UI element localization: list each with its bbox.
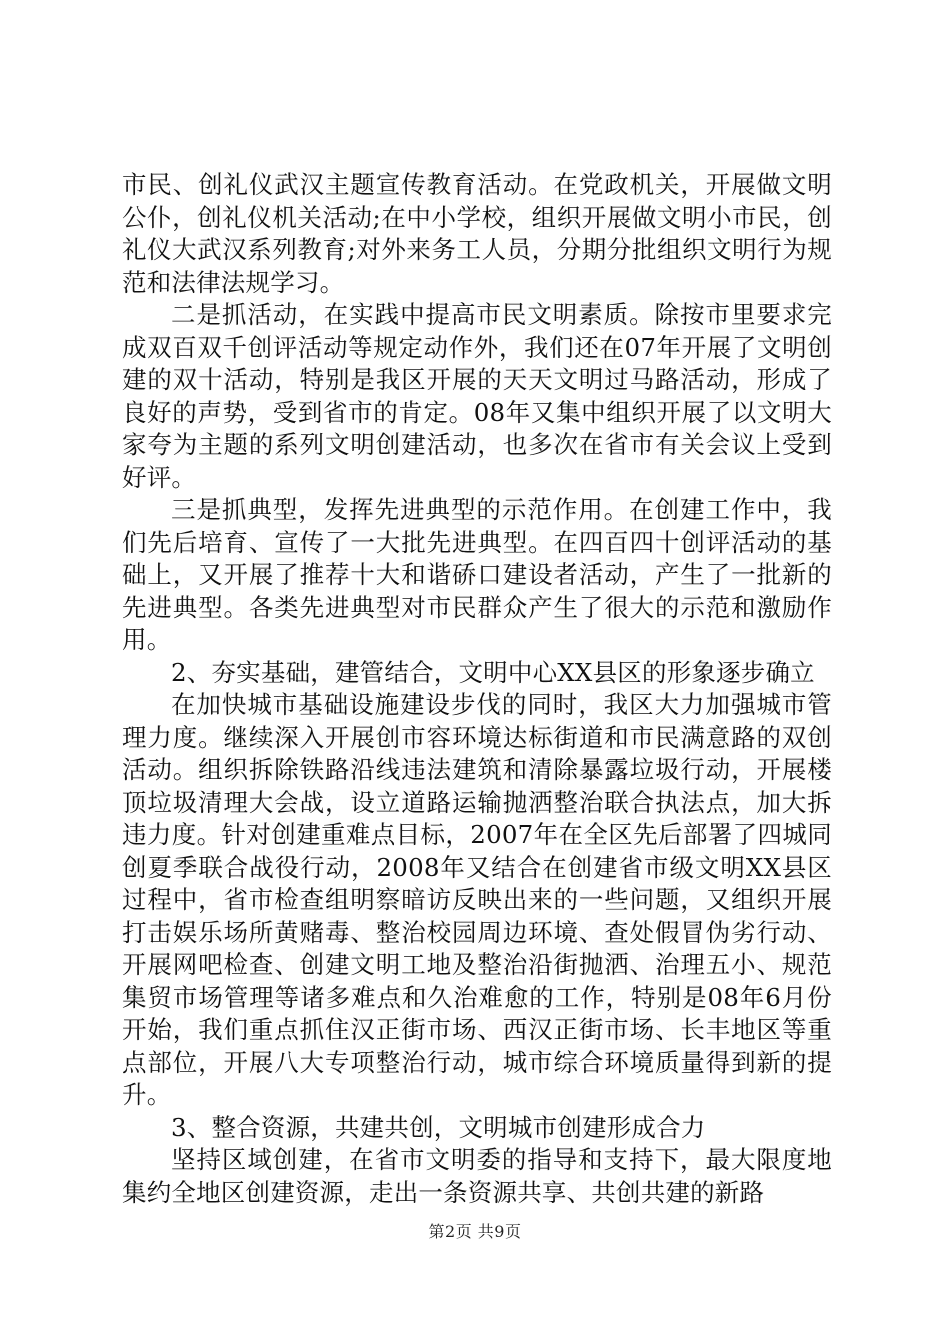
document-body [122,169,832,1209]
paragraph-role-models: 三是抓典型，发挥先进典型的示范作用。在创建工作中，我们先后培育、宣传了一大批先进典型。在四百四十创评活动的基础上，又开展了推荐十大和谐硚口建设者活动，产生了一批新的先进典型。各类先进典型对市民群众产生了很大的示范和激励作用。 [122,495,832,654]
paragraph-activities: 二是抓活动，在实践中提高市民文明素质。除按市里要求完成双百双千创评活动等规定动作外，我们还在07年开展了文明创建的双十活动，特别是我区开展的天天文明过马路活动，形成了良好的声势，受到省市的肯定。08年又集中组织开展了以文明大家夸为主题的系列文明创建活动，也多次在省市有关会议上受到好评。 [122,300,832,492]
paragraph-regional-creation: 坚持区域创建，在省市文明委的指导和支持下，最大限度地集约全地区创建资源，走出一条资源共享、共创共建的新路 [122,1145,832,1207]
section-heading-2: 2、夯实基础，建管结合，文明中心XX县区的形象逐步确立 [171,657,815,687]
paragraph-civic-education: 市民、创礼仪武汉主题宣传教育活动。在党政机关，开展做文明公仆，创礼仪机关活动;在中小学校，组织开展做文明小市民，创礼仪大武汉系列教育;对外来务工人员，分期分批组织文明行为规范和法律法规学习。 [122,170,832,297]
section-heading-3: 3、整合资源，共建共创，文明城市创建形成合力 [171,1112,706,1142]
page-number-footer: 第2页 共9页 [428,1222,522,1241]
paragraph-city-management: 在加快城市基础设施建设步伐的同时，我区大力加强城市管理力度。继续深入开展创市容环境达标街道和市民满意路的双创活动。组织拆除铁路沿线违法建筑和清除暴露垃圾行动，开展楼顶垃圾清理大会战，设立道路运输抛洒整治联合执法点，加大拆违力度。针对创建重难点目标，2007年在全区先后部署了四城同创夏季联合战役行动，2008年又结合在创建省市级文明XX县区过程中，省市检查组明察暗访反映出来的一些问题，又组织开展打击娱乐场所黄赌毒、整治校园周边环境、查处假冒伪劣行动、开展网吧检查、创建文明工地及整治沿街抛洒、治理五小、规范集贸市场管理等诸多难点和久治难愈的工作，特别是08年6月份开始，我们重点抓住汉正街市场、西汉正街市场、长丰地区等重点部位，开展八大专项整治行动，城市综合环境质量得到新的提升。 [122,690,832,1109]
